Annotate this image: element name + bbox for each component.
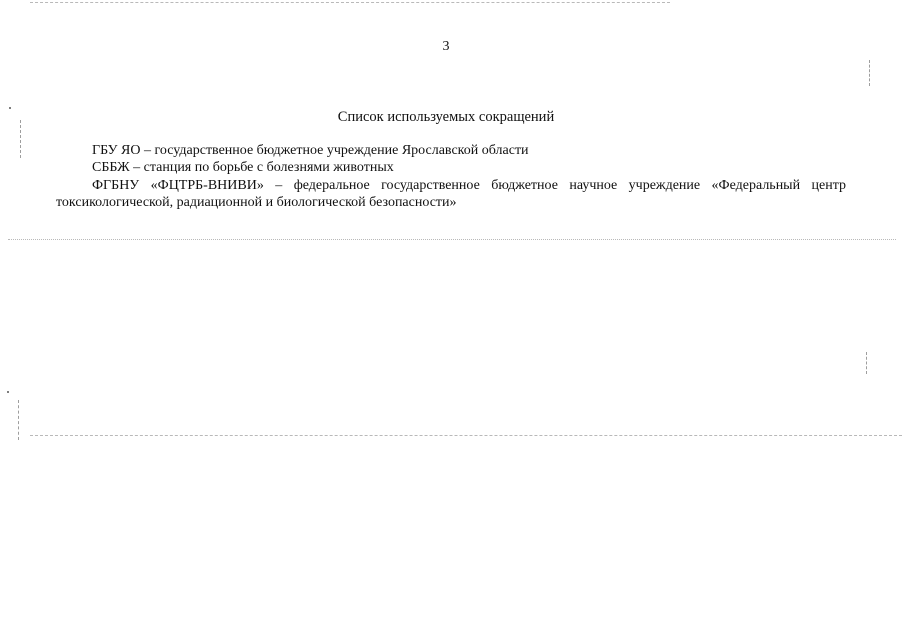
section-title: Список используемых сокращений [337, 109, 555, 125]
page-number: 3 [442, 39, 450, 54]
scan-margin-mark [18, 400, 21, 440]
abbreviation-entry: СББЖ – станция по борьбе с болезнями животных [92, 160, 394, 175]
abbreviation-entry: ГБУ ЯО – государственное бюджетное учреждение Ярославской области [92, 143, 529, 158]
scan-artifact-line [8, 239, 896, 240]
scan-dot [7, 391, 9, 393]
scan-margin-mark [869, 60, 872, 86]
scan-artifact-line [30, 435, 902, 436]
scan-dot [9, 107, 11, 109]
scan-margin-mark [866, 352, 869, 374]
scan-margin-mark [20, 120, 23, 158]
abbreviation-entry: ФГБНУ «ФЦТРБ-ВНИВИ» – федеральное государственное бюджетное научное учреждение «Федеральный центр токсикологической, радиационной и биологической безопасности» [56, 178, 846, 210]
scan-artifact-line [30, 2, 670, 3]
